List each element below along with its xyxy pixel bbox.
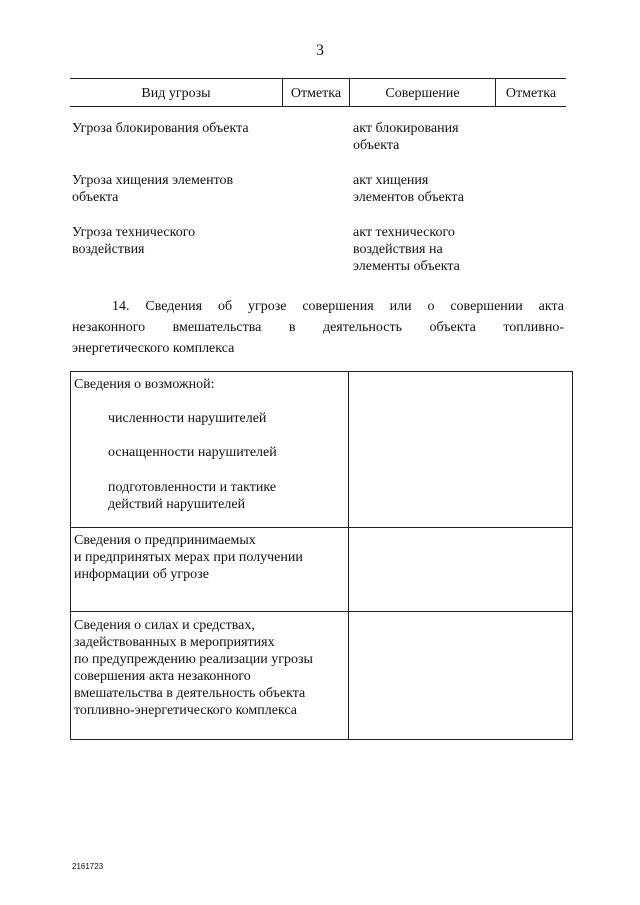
info-table-right-border bbox=[572, 371, 573, 740]
top-table-top-border bbox=[70, 78, 566, 79]
threat-line: Угроза хищения элементов bbox=[72, 173, 234, 188]
section-14-line: незаконного вмешательства в деятельность объекта топливно- bbox=[72, 320, 564, 335]
commission-technical bbox=[353, 224, 460, 275]
commission-line: элементы объекта bbox=[353, 259, 460, 274]
cell-line: подготовленности и тактике bbox=[108, 480, 277, 495]
possible-info-title: Сведения о возможной: bbox=[74, 377, 215, 392]
commission-theft bbox=[353, 172, 464, 206]
cell-line: и предпринятых мерах при получении bbox=[74, 550, 303, 565]
section-14-line: энергетического комплекса bbox=[72, 341, 235, 356]
cell-line: оснащенности нарушителей bbox=[108, 445, 277, 460]
commission-line: элементов объекта bbox=[353, 190, 464, 205]
cell-line: вмешательства в деятельность объекта bbox=[74, 686, 306, 701]
header-commission: Совершение bbox=[385, 86, 460, 101]
threat-line: Угроза блокирования объекта bbox=[72, 121, 249, 136]
threat-technical bbox=[72, 224, 195, 258]
info-table-bottom-border bbox=[70, 739, 573, 740]
cell-line: задействованных в мероприятиях bbox=[74, 635, 275, 650]
cell-line: численности нарушителей bbox=[108, 411, 267, 426]
commission-line: воздействия на bbox=[353, 242, 443, 257]
forces-info bbox=[74, 617, 313, 719]
section-14-line: 14. Сведения об угрозе совершения или о совершении акта bbox=[112, 299, 564, 314]
threat-line: Угроза технического bbox=[72, 225, 196, 240]
cell-line: действий нарушителей bbox=[108, 497, 246, 512]
page-number: 3 bbox=[316, 42, 324, 59]
threat-theft bbox=[72, 172, 233, 206]
measures-info bbox=[74, 532, 303, 583]
threat-line: объекта bbox=[72, 190, 119, 205]
violators-count bbox=[108, 410, 266, 427]
commission-blocking bbox=[353, 120, 459, 154]
commission-line: акт технического bbox=[353, 225, 455, 240]
document-code: 2161723 bbox=[72, 862, 104, 871]
info-table-left-border bbox=[70, 371, 71, 740]
info-table-top-border bbox=[70, 371, 573, 372]
cell-line: совершения акта незаконного bbox=[74, 669, 251, 684]
cell-line: информации об угрозе bbox=[74, 567, 209, 582]
commission-line: акт хищения bbox=[353, 173, 429, 188]
threat-blocking bbox=[72, 120, 249, 137]
top-table-header-bottom-border bbox=[70, 106, 566, 107]
header-mark: Отметка bbox=[505, 86, 557, 101]
commission-line: объекта bbox=[353, 138, 400, 153]
header-threat-type: Вид угрозы bbox=[141, 86, 211, 101]
cell-line: Сведения о силах и средствах, bbox=[74, 618, 255, 633]
cell-line: по предупреждению реализации угрозы bbox=[74, 652, 313, 667]
section-14-paragraph bbox=[72, 296, 564, 359]
info-table-row-divider bbox=[70, 611, 573, 612]
cell-line: топливно-энергетического комплекса bbox=[74, 703, 297, 718]
commission-line: акт блокирования bbox=[353, 121, 459, 136]
cell-line: Сведения о предпринимаемых bbox=[74, 533, 256, 548]
threat-line: воздействия bbox=[72, 242, 145, 257]
violators-equipment bbox=[108, 444, 277, 461]
header-mark: Отметка bbox=[290, 86, 342, 101]
info-table-col-divider bbox=[348, 371, 349, 740]
info-table-row-divider bbox=[70, 527, 573, 528]
violators-preparedness bbox=[108, 479, 276, 513]
